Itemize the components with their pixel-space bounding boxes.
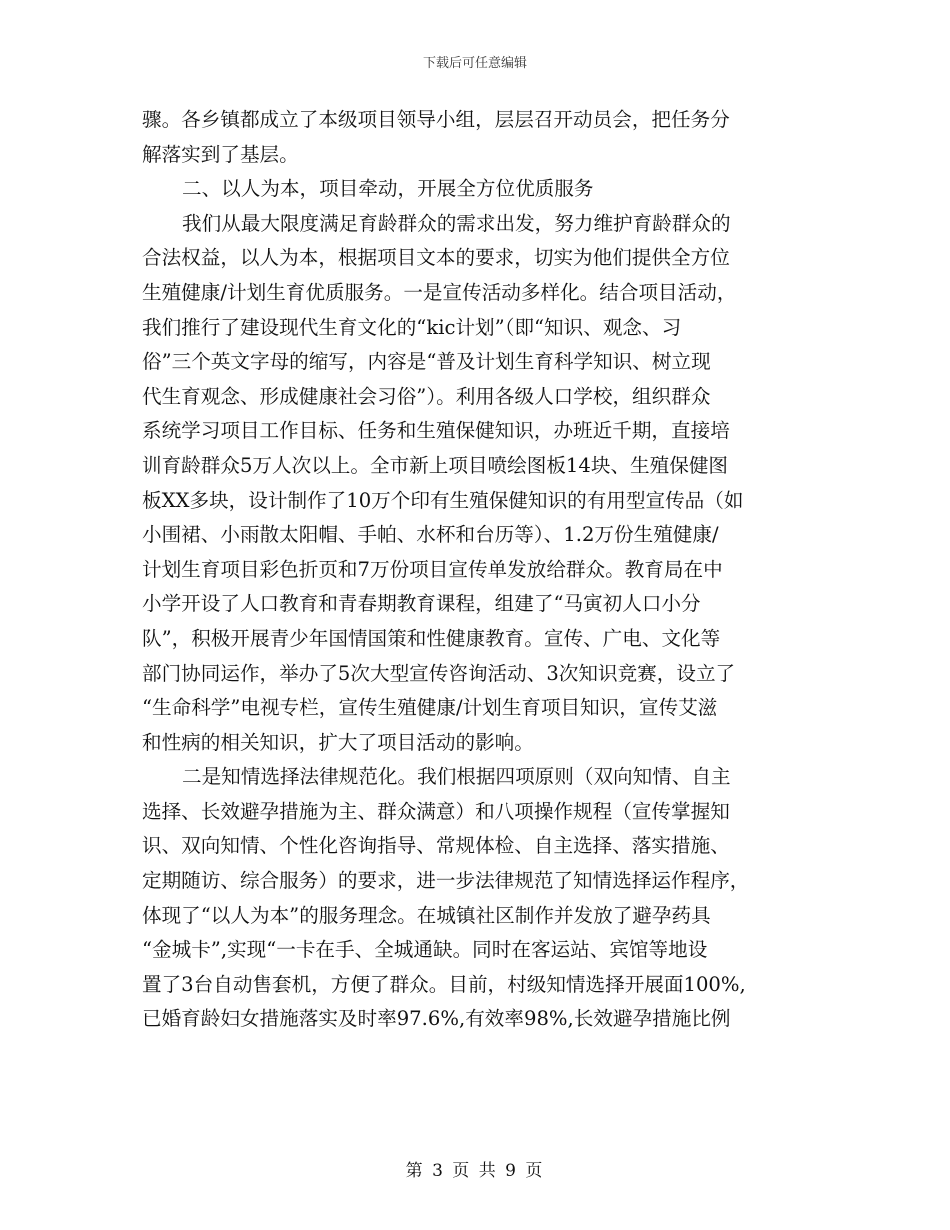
page-number-footer: 第 3 页 共 9 页 [405, 1161, 545, 1181]
text-line: 解落实到了基层。 [142, 142, 299, 166]
text-line: 二是知情选择法律规范化。我们根据四项原则（双向知情、自主 [182, 765, 731, 789]
text-line: 部门协同运作，举办了5次大型宣传咨询活动、3次知识竞赛，设立了 [142, 661, 736, 685]
text-line: 队”，积极开展青少年国情国策和性健康教育。宣传、广电、文化等 [142, 626, 721, 650]
text-line: 俗”三个英文字母的缩写，内容是“普及计划生育科学知识、树立现 [142, 350, 711, 374]
text-line: 生殖健康/计划生育优质服务。一是宣传活动多样化。结合项目活动， [142, 280, 737, 304]
section-heading: 二、以人为本，项目牵动，开展全方位优质服务 [182, 177, 594, 201]
text-line: 训育龄群众5万人次以上。全市新上项目喷绘图板14块、生殖保健图 [142, 453, 729, 477]
text-line: 系统学习项目工作目标、任务和生殖保健知识，办班近千期，直接培 [142, 419, 730, 443]
text-line: 识、双向知情、个性化咨询指导、常规体检、自主选择、落实措施、 [142, 834, 730, 858]
text-line: 合法权益，以人为本，根据项目文本的要求，切实为他们提供全方位 [142, 246, 730, 270]
text-line: 代生育观念、形成健康社会习俗”）。利用各级人口学校，组织群众 [142, 384, 711, 408]
text-line: 我们推行了建设现代生育文化的“kic计划”（即“知识、观念、习 [142, 315, 682, 339]
text-line: “金城卡”,实现“一卡在手、全城通缺。同时在客运站、宾馆等地设 [142, 938, 708, 962]
text-line: 板XX多块，设计制作了10万个印有生殖保健知识的有用型宣传品（如 [142, 488, 744, 512]
text-line: 骤。各乡镇都成立了本级项目领导小组，层层召开动员会，把任务分 [142, 108, 730, 131]
text-line: 小围裙、小雨散太阳帽、手帕、水杯和台历等）、1.2万份生殖健康/ [142, 523, 719, 547]
document-body [142, 103, 810, 1037]
text-line: 置了3台自动售套机，方便了群众。目前，村级知情选择开展面100%, [142, 972, 746, 996]
text-line: 已婚育龄妇女措施落实及时率97.6%,有效率98%,长效避孕措施比例 [142, 1007, 731, 1031]
text-line: “生命科学”电视专栏，宣传生殖健康/计划生育项目知识，宣传艾滋 [142, 696, 718, 720]
text-line: 我们从最大限度满足育龄群众的需求出发，努力维护育龄群众的 [182, 211, 731, 235]
page-header: 下载后可任意编辑 [422, 56, 527, 71]
text-line: 计划生育项目彩色折页和7万份项目宣传单发放给群众。教育局在中 [142, 557, 723, 581]
text-line: 选择、长效避孕措施为主、群众满意）和八项操作规程（宣传掌握知 [142, 799, 730, 823]
text-line: 小学开设了人口教育和青春期教育课程，组建了“马寅初人口小分 [142, 592, 701, 616]
text-line: 定期随访、综合服务）的要求，进一步法律规范了知情选择运作程序， [142, 869, 750, 893]
text-line: 体现了“以人为本”的服务理念。在城镇社区制作并发放了避孕药具 [142, 903, 711, 927]
text-line: 和性病的相关知识，扩大了项目活动的影响。 [142, 730, 534, 754]
